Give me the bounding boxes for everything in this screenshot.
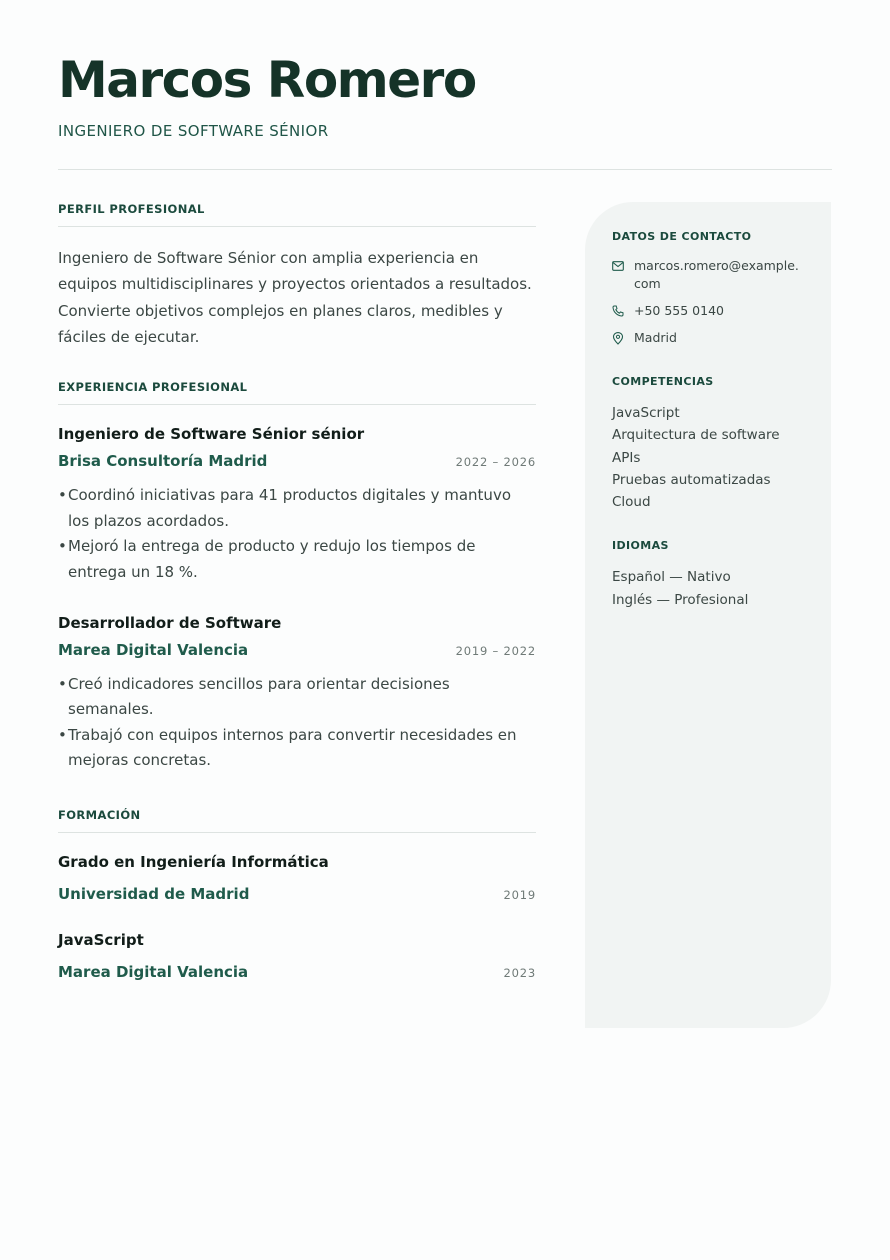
contact-location	[612, 329, 805, 347]
experience-heading: EXPERIENCIA PROFESIONAL	[58, 380, 536, 405]
candidate-name: Marcos Romero	[58, 51, 476, 109]
language-item: Español — Nativo	[612, 569, 731, 586]
profile-heading: PERFIL PROFESIONAL	[58, 202, 536, 227]
skill-item: Arquitectura de software	[612, 427, 780, 444]
job-company: Brisa Consultoría Madrid	[58, 452, 268, 471]
job-bullets	[58, 483, 536, 585]
skills-section	[612, 375, 805, 513]
job-entry	[58, 612, 536, 774]
contact-phone	[612, 302, 805, 320]
job-entry	[58, 423, 536, 585]
education-section	[58, 808, 536, 983]
contact-phone-text[interactable]: +50 555 0140	[634, 303, 724, 318]
job-bullet: •Trabajó con equipos internos para convertir necesidades en mejoras concretas.	[58, 725, 517, 770]
contact-email-text[interactable]: marcos.romero@example.com	[634, 258, 799, 291]
profile-section	[58, 202, 536, 350]
job-company: Marea Digital Valencia	[58, 640, 249, 659]
skill-item: Cloud	[612, 494, 651, 511]
job-role: Ingeniero de Software Sénior sénior	[58, 425, 365, 444]
job-dates: 2022 – 2026	[455, 455, 536, 470]
main-column	[58, 202, 536, 1007]
education-entry	[58, 851, 536, 905]
mail-icon	[612, 257, 624, 275]
resume-header	[58, 48, 832, 140]
languages-heading: IDIOMAS	[612, 539, 669, 553]
skill-item: JavaScript	[612, 405, 680, 421]
contact-email	[612, 257, 805, 293]
skills-heading: COMPETENCIAS	[612, 375, 714, 388]
education-degree: JavaScript	[58, 930, 144, 949]
job-bullet: •Creó indicadores sencillos para orientar decisiones semanales.	[58, 674, 450, 719]
map-pin-icon	[612, 329, 624, 347]
job-role: Desarrollador de Software	[58, 613, 282, 632]
contact-location-text: Madrid	[634, 330, 677, 345]
education-year: 2023	[503, 965, 536, 980]
languages-list	[612, 566, 805, 611]
skill-item: APIs	[612, 449, 641, 466]
education-degree: Grado en Ingeniería Informática	[58, 852, 329, 871]
skills-list	[612, 402, 805, 513]
header-divider	[58, 169, 832, 170]
contact-section	[612, 230, 805, 347]
education-year: 2019	[503, 887, 536, 902]
education-heading: FORMACIÓN	[58, 808, 536, 833]
languages-section	[612, 539, 805, 611]
job-dates: 2019 – 2022	[455, 643, 536, 658]
job-bullet: •Coordinó iniciativas para 41 productos digitales y mantuvo los plazos acordados.	[58, 486, 511, 530]
education-institution: Universidad de Madrid	[58, 884, 250, 903]
candidate-title: INGENIERO DE SOFTWARE SÉNIOR	[58, 122, 329, 140]
sidebar	[585, 202, 831, 1028]
language-item: Inglés — Profesional	[612, 591, 749, 608]
skill-item: Pruebas automatizadas	[612, 471, 771, 488]
contact-heading: DATOS DE CONTACTO	[612, 230, 752, 243]
job-bullet: •Mejoró la entrega de producto y redujo los tiempos de entrega un 18 %.	[58, 537, 476, 581]
profile-text: Ingeniero de Software Sénior con amplia experiencia en equipos multidisciplinares y proyectos orientados a resultados. Convierte objetivos complejos en planes claros, medibles y fáciles de ejecutar.	[58, 249, 532, 346]
experience-section	[58, 380, 536, 774]
job-bullets	[58, 672, 536, 774]
phone-icon	[612, 302, 624, 320]
education-institution: Marea Digital Valencia	[58, 962, 249, 981]
education-entry	[58, 929, 536, 983]
